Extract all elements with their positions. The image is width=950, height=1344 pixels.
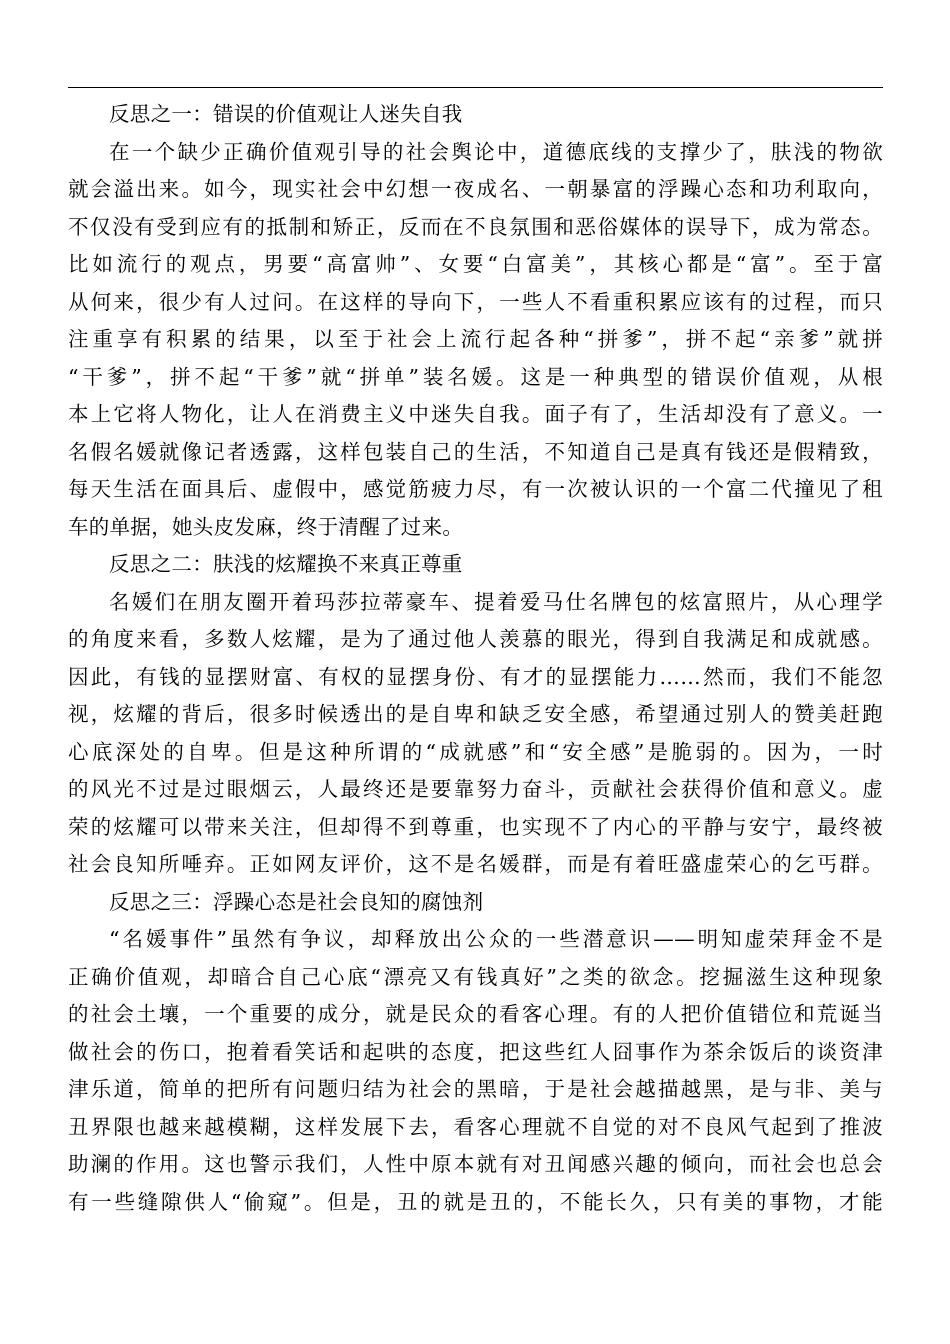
paragraph-line: 从何来，很少有人过问。在这样的导向下，一些人不看重积累应该有的过程，而只	[68, 289, 883, 314]
paragraph-line: 视，炫耀的背后，很多时候透出的是自卑和缺乏安全感，希望通过别人的赞美赶跑	[68, 702, 883, 726]
paragraph-line: 正确价值观，却暗合自己心底“漂亮又有钱真好”之类的欲念。挖掘滋生这种现象	[68, 964, 883, 989]
paragraph-line: “干爹”，拼不起“干爹”就“拼单”装名媛。这是一种典型的错误价值观，从根	[68, 364, 883, 389]
paragraph-line: 名媛们在朋友圈开着玛莎拉蒂豪车、提着爱马仕名牌包的炫富照片，从心理学	[109, 589, 883, 614]
paragraph-line: 不仅没有受到应有的抵制和矫正，反而在不良氛围和恶俗媒体的误导下，成为常态。	[68, 214, 883, 239]
paragraph-line: 因此，有钱的显摆财富、有权的显摆身份、有才的显摆能力……然而，我们不能忽	[68, 664, 883, 689]
section-heading-2: 反思之二：肤浅的炫耀换不来真正尊重	[109, 552, 463, 576]
document-body	[68, 96, 883, 1221]
paragraph-line: 的风光不过是过眼烟云，人最终还是要靠努力奋斗，贡献社会获得价值和意义。虚	[68, 777, 883, 801]
paragraph-line: 注重享有积累的结果，以至于社会上流行起各种“拼爹”，拼不起“亲爹”就拼	[68, 327, 883, 351]
section-heading-3: 反思之三：浮躁心态是社会良知的腐蚀剂	[109, 889, 484, 914]
paragraph-line: 的角度来看，多数人炫耀，是为了通过他人羡慕的眼光，得到自我满足和成就感。	[68, 627, 883, 651]
paragraph-line: 助澜的作用。这也警示我们，人性中原本就有对丑闻感兴趣的倾向，而社会也总会	[68, 1152, 883, 1176]
paragraph-line: 每天生活在面具后、虚假中，感觉筋疲力尽，有一次被认识的一个富二代撞见了租	[68, 477, 883, 501]
paragraph-line: 心底深处的自卑。但是这种所谓的“成就感”和“安全感”是脆弱的。因为，一时	[68, 739, 883, 764]
header-rule	[68, 87, 883, 88]
paragraph-line: 在一个缺少正确价值观引导的社会舆论中，道德底线的支撑少了，肤浅的物欲	[109, 139, 883, 164]
paragraph-line: 社会良知所唾弃。正如网友评价，这不是名媛群，而是有着旺盛虚荣心的乞丐群。	[68, 852, 883, 876]
paragraph-line: “名媛事件”虽然有争议，却释放出公众的一些潜意识——明知虚荣拜金不是	[109, 927, 883, 951]
paragraph-line: 津乐道，简单的把所有问题归结为社会的黑暗，于是社会越描越黑，是与非、美与	[68, 1077, 883, 1101]
paragraph-line: 就会溢出来。如今，现实社会中幻想一夜成名、一朝暴富的浮躁心态和功利取向，	[68, 177, 883, 201]
paragraph-line: 名假名媛就像记者透露，这样包装自己的生活，不知道自己是真有钱还是假精致，	[68, 439, 883, 464]
paragraph-line: 荣的炫耀可以带来关注，但却得不到尊重，也实现不了内心的平静与安宁，最终被	[68, 814, 883, 839]
paragraph-line: 本上它将人物化，让人在消费主义中迷失自我。面子有了，生活却没有了意义。一	[68, 402, 883, 426]
paragraph-line: 有一些缝隙供人“偷窥”。但是，丑的就是丑的，不能长久，只有美的事物，才能	[68, 1189, 883, 1214]
paragraph-line: 车的单据，她头皮发麻，终于清醒了过来。	[68, 514, 464, 539]
paragraph-line: 丑界限也越来越模糊，这样发展下去，看客心理就不自觉的对不良风气起到了推波	[68, 1114, 883, 1139]
section-heading-1: 反思之一：错误的价值观让人迷失自我	[109, 102, 463, 126]
paragraph-line: 比如流行的观点，男要“高富帅”、女要“白富美”，其核心都是“富”。至于富	[68, 252, 883, 276]
paragraph-line: 做社会的伤口，抱着看笑话和起哄的态度，把这些红人囧事作为茶余饭后的谈资津	[68, 1039, 883, 1064]
paragraph-line: 的社会土壤，一个重要的成分，就是民众的看客心理。有的人把价值错位和荒诞当	[68, 1002, 883, 1026]
